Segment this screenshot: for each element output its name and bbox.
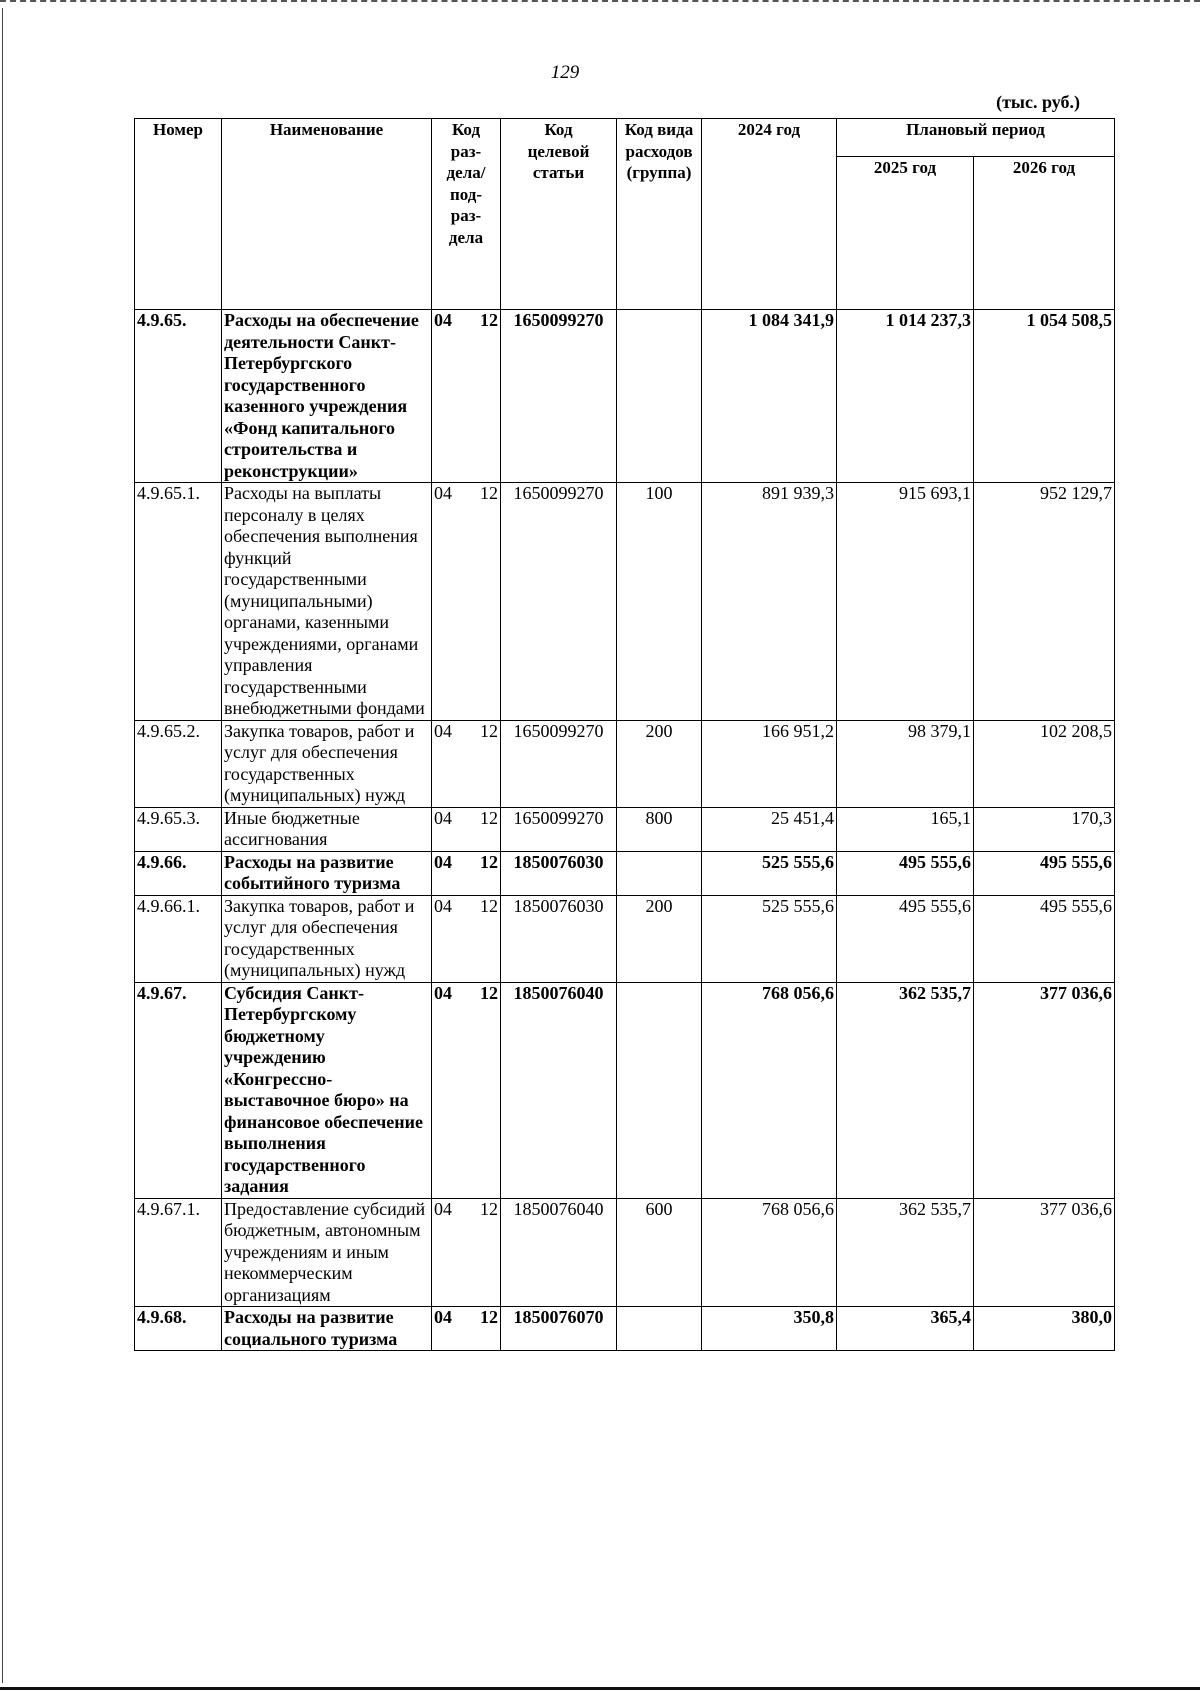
table-row	[135, 1198, 1115, 1307]
scan-edge-left	[2, 8, 3, 1683]
row-section: 04	[434, 1307, 452, 1327]
row-name: Расходы на развитие событийного туризма	[222, 851, 432, 895]
table-row	[135, 807, 1115, 851]
row-value-2024: 768 056,6	[702, 1198, 837, 1307]
row-number: 4.9.65.1.	[135, 483, 222, 721]
row-section-cell	[432, 982, 501, 1198]
row-expense-type: 200	[617, 720, 702, 807]
budget-table	[134, 118, 1115, 1351]
row-target-code: 1850076030	[501, 851, 617, 895]
row-subsection: 12	[480, 310, 498, 330]
row-subsection: 12	[480, 807, 498, 828]
row-target-code: 1850076040	[501, 982, 617, 1198]
row-section-cell	[432, 483, 501, 721]
row-value-2025: 362 535,7	[837, 1198, 974, 1307]
row-number: 4.9.67.	[135, 982, 222, 1198]
row-section: 04	[434, 1198, 452, 1219]
row-section: 04	[434, 895, 452, 916]
row-subsection: 12	[480, 851, 498, 872]
row-section-cell	[432, 807, 501, 851]
table-row	[135, 851, 1115, 895]
header-name: Наименование	[222, 119, 432, 310]
table-row	[135, 483, 1115, 721]
row-value-2024: 891 939,3	[702, 483, 837, 721]
row-subsection: 12	[480, 982, 498, 1003]
header-plan-period: Плановый период	[837, 119, 1115, 157]
row-value-2025: 365,4	[837, 1307, 974, 1351]
row-target-code: 1650099270	[501, 310, 617, 483]
row-section-cell	[432, 851, 501, 895]
page-number: 129	[550, 62, 580, 83]
row-value-2025: 165,1	[837, 807, 974, 851]
row-target-code: 1650099270	[501, 483, 617, 721]
row-value-2025: 915 693,1	[837, 483, 974, 721]
row-expense-type: 800	[617, 807, 702, 851]
row-section-cell	[432, 895, 501, 982]
row-value-2025: 495 555,6	[837, 851, 974, 895]
row-subsection: 12	[480, 720, 498, 741]
row-number: 4.9.65.2.	[135, 720, 222, 807]
table-row	[135, 982, 1115, 1198]
row-value-2026: 377 036,6	[974, 1198, 1115, 1307]
row-number: 4.9.68.	[135, 1307, 222, 1351]
row-value-2024: 525 555,6	[702, 895, 837, 982]
row-target-code: 1850076040	[501, 1198, 617, 1307]
row-section: 04	[434, 982, 452, 1003]
header-number: Номер	[135, 119, 222, 310]
row-name: Закупка товаров, работ и услуг для обеспечения государственных (муниципальных) нужд	[222, 895, 432, 982]
row-section-cell	[432, 1198, 501, 1307]
row-expense-type	[617, 1307, 702, 1351]
row-number: 4.9.65.	[135, 310, 222, 483]
row-value-2025: 495 555,6	[837, 895, 974, 982]
row-value-2024: 525 555,6	[702, 851, 837, 895]
row-value-2025: 1 014 237,3	[837, 310, 974, 483]
scan-edge-top	[0, 0, 1200, 2]
table-row	[135, 310, 1115, 483]
row-value-2025: 98 379,1	[837, 720, 974, 807]
row-value-2024: 166 951,2	[702, 720, 837, 807]
row-subsection: 12	[480, 895, 498, 916]
row-value-2024: 350,8	[702, 1307, 837, 1351]
row-name: Предоставление субсидий бюджетным, автономным учреждениям и иным некоммерческим организациям	[222, 1198, 432, 1307]
row-expense-type: 600	[617, 1198, 702, 1307]
row-value-2024: 768 056,6	[702, 982, 837, 1198]
header-row-1	[135, 119, 1115, 157]
table-row	[135, 895, 1115, 982]
row-name: Расходы на выплаты персоналу в целях обеспечения выполнения функций государственными (муниципальными) органами, казенными учреждениями, органами управления государственными внебюджетными фондами	[222, 483, 432, 721]
row-section: 04	[434, 807, 452, 828]
row-number: 4.9.66.1.	[135, 895, 222, 982]
row-section: 04	[434, 851, 452, 872]
row-section: 04	[434, 483, 452, 503]
header-section: Код раз- дела/ под- раз- дела	[432, 119, 501, 310]
row-value-2026: 1 054 508,5	[974, 310, 1115, 483]
row-expense-type: 100	[617, 483, 702, 721]
header-2024: 2024 год	[702, 119, 837, 310]
row-value-2026: 380,0	[974, 1307, 1115, 1351]
row-subsection: 12	[480, 483, 498, 503]
row-name: Иные бюджетные ассигнования	[222, 807, 432, 851]
row-name: Субсидия Санкт-Петербургскому бюджетному учреждению «Конгрессно-выставочное бюро» на финансовое обеспечение выполнения государственного задания	[222, 982, 432, 1198]
units-label: (тыс. руб.)	[996, 92, 1080, 112]
table-body	[135, 310, 1115, 1351]
row-value-2026: 495 555,6	[974, 851, 1115, 895]
row-target-code: 1850076030	[501, 895, 617, 982]
row-name: Расходы на развитие социального туризма	[222, 1307, 432, 1351]
header-expense-type: Код вида расходов (группа)	[617, 119, 702, 310]
header-target: Код целевой статьи	[501, 119, 617, 310]
row-value-2024: 25 451,4	[702, 807, 837, 851]
row-value-2026: 170,3	[974, 807, 1115, 851]
table-row	[135, 720, 1115, 807]
row-section: 04	[434, 310, 452, 330]
table-row	[135, 1307, 1115, 1351]
row-section: 04	[434, 720, 452, 741]
row-value-2026: 377 036,6	[974, 982, 1115, 1198]
row-name: Расходы на обеспечение деятельности Санкт-Петербургского государственного казенного учреждения «Фонд капитального строительства и реконструкции»	[222, 310, 432, 483]
row-subsection: 12	[480, 1307, 498, 1327]
row-value-2026: 495 555,6	[974, 895, 1115, 982]
row-section-cell	[432, 310, 501, 483]
row-expense-type: 200	[617, 895, 702, 982]
row-expense-type	[617, 982, 702, 1198]
row-value-2026: 102 208,5	[974, 720, 1115, 807]
row-number: 4.9.65.3.	[135, 807, 222, 851]
row-value-2024: 1 084 341,9	[702, 310, 837, 483]
row-target-code: 1650099270	[501, 720, 617, 807]
row-value-2025: 362 535,7	[837, 982, 974, 1198]
header-2026: 2026 год	[974, 156, 1115, 309]
row-subsection: 12	[480, 1198, 498, 1219]
header-2025: 2025 год	[837, 156, 974, 309]
row-name: Закупка товаров, работ и услуг для обеспечения государственных (муниципальных) нужд	[222, 720, 432, 807]
row-number: 4.9.66.	[135, 851, 222, 895]
row-value-2026: 952 129,7	[974, 483, 1115, 721]
row-target-code: 1850076070	[501, 1307, 617, 1351]
scan-edge-bottom	[0, 1687, 1200, 1690]
row-expense-type	[617, 851, 702, 895]
row-target-code: 1650099270	[501, 807, 617, 851]
row-section-cell	[432, 720, 501, 807]
row-number: 4.9.67.1.	[135, 1198, 222, 1307]
row-expense-type	[617, 310, 702, 483]
row-section-cell	[432, 1307, 501, 1351]
